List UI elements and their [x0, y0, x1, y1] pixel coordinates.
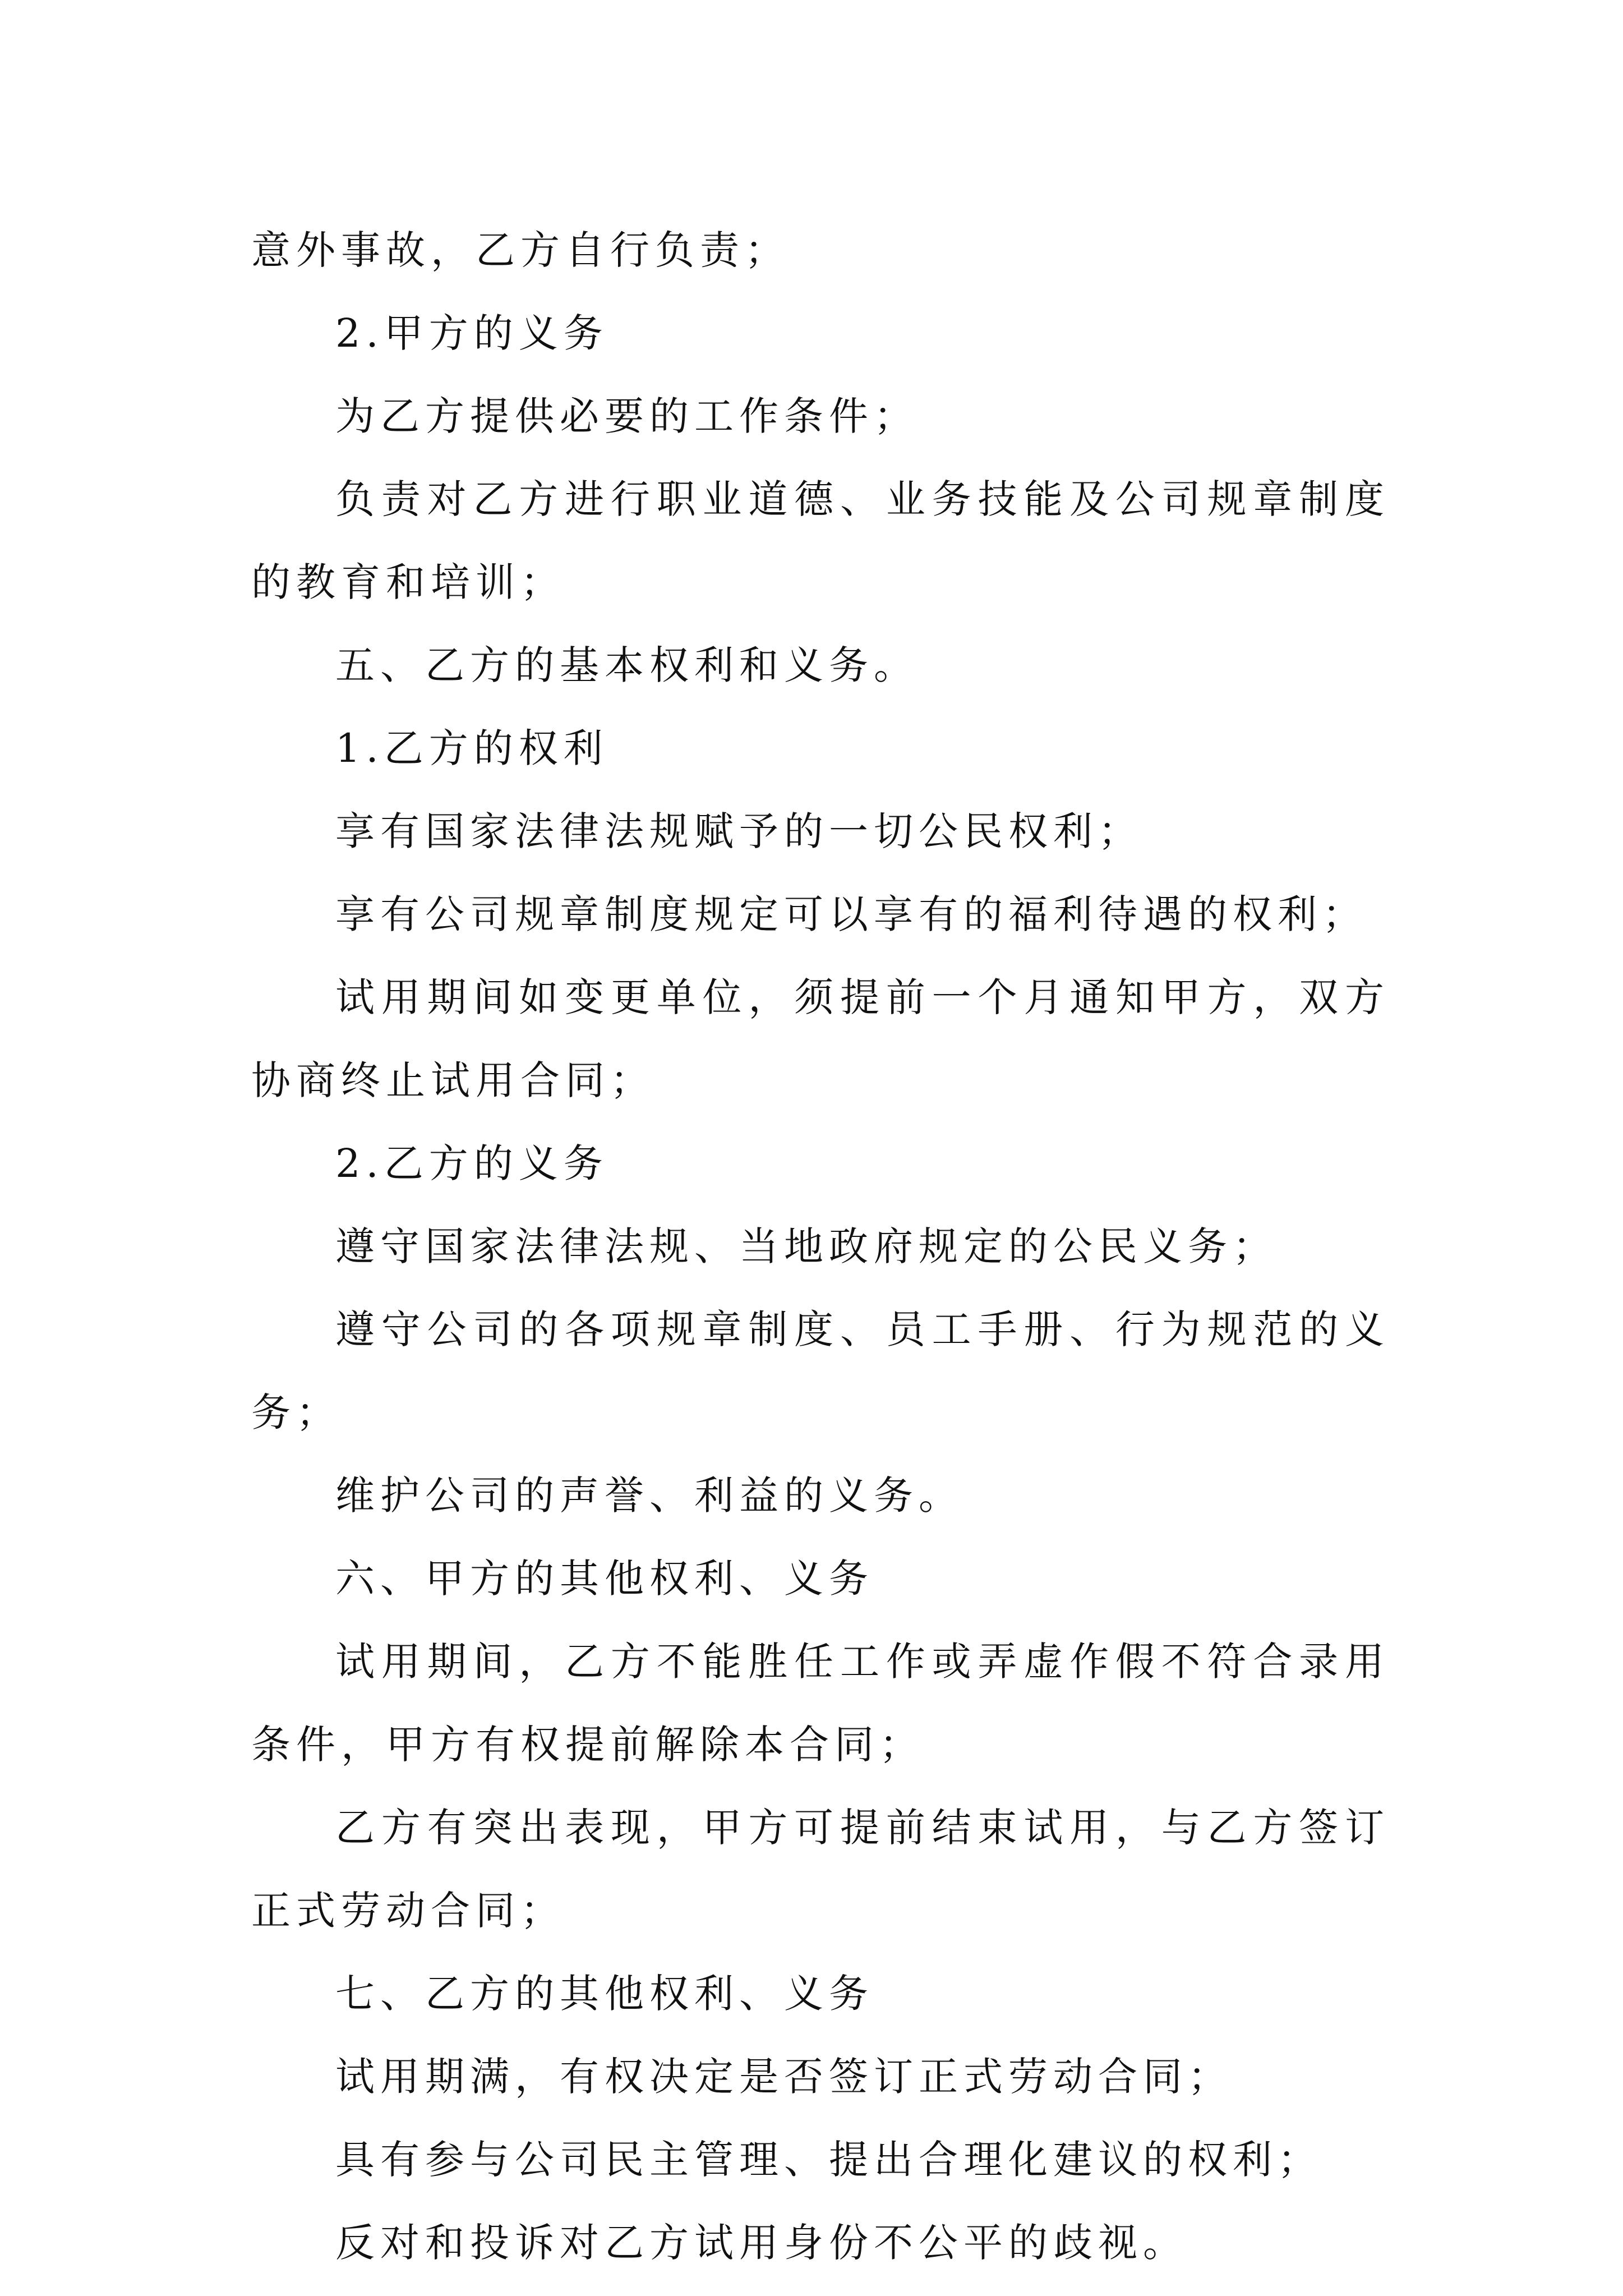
paragraph-law-obligations: 遵守国家法律法规、当地政府规定的公民义务； [335, 1223, 1278, 1269]
paragraph-early-conversion: 乙方有突出表现，甲方可提前结束试用，与乙方签订正式劳动合同； [251, 1805, 1390, 1934]
paragraph-welfare-rights: 享有公司规章制度规定可以享有的福利待遇的权利； [335, 891, 1367, 937]
paragraph-change-employer: 试用期间如变更单位，须提前一个月通知甲方，双方协商终止试用合同； [251, 974, 1390, 1103]
section-six-heading: 六、甲方的其他权利、义务 [335, 1556, 874, 1602]
paragraph-contract-decision: 试用期满，有权决定是否签订正式劳动合同； [335, 2054, 1233, 2100]
heading-party-b-obligations: 2.乙方的义务 [335, 1140, 608, 1186]
paragraph-accident-responsibility: 意外事故，乙方自行负责； [251, 227, 790, 273]
paragraph-reputation: 维护公司的声誉、利益的义务。 [335, 1473, 963, 1519]
heading-party-a-obligations: 2.甲方的义务 [335, 310, 608, 356]
heading-party-b-rights: 1.乙方的权利 [335, 725, 608, 771]
paragraph-company-rules: 遵守公司的各项规章制度、员工手册、行为规范的义务； [251, 1306, 1390, 1435]
paragraph-discrimination: 反对和投诉对乙方试用身份不公平的歧视。 [335, 2220, 1188, 2266]
paragraph-termination-right: 试用期间，乙方不能胜任工作或弄虚作假不符合录用条件，甲方有权提前解除本合同； [251, 1639, 1390, 1768]
section-five-heading: 五、乙方的基本权利和义务。 [335, 642, 919, 688]
paragraph-work-conditions: 为乙方提供必要的工作条件； [335, 393, 919, 439]
document-body [251, 209, 1390, 2284]
paragraph-training: 负责对乙方进行职业道德、业务技能及公司规章制度的教育和培训； [251, 476, 1390, 605]
paragraph-citizen-rights: 享有国家法律法规赋予的一切公民权利； [335, 808, 1143, 854]
section-seven-heading: 七、乙方的其他权利、义务 [335, 1971, 874, 2017]
paragraph-participation: 具有参与公司民主管理、提出合理化建议的权利； [335, 2137, 1322, 2183]
